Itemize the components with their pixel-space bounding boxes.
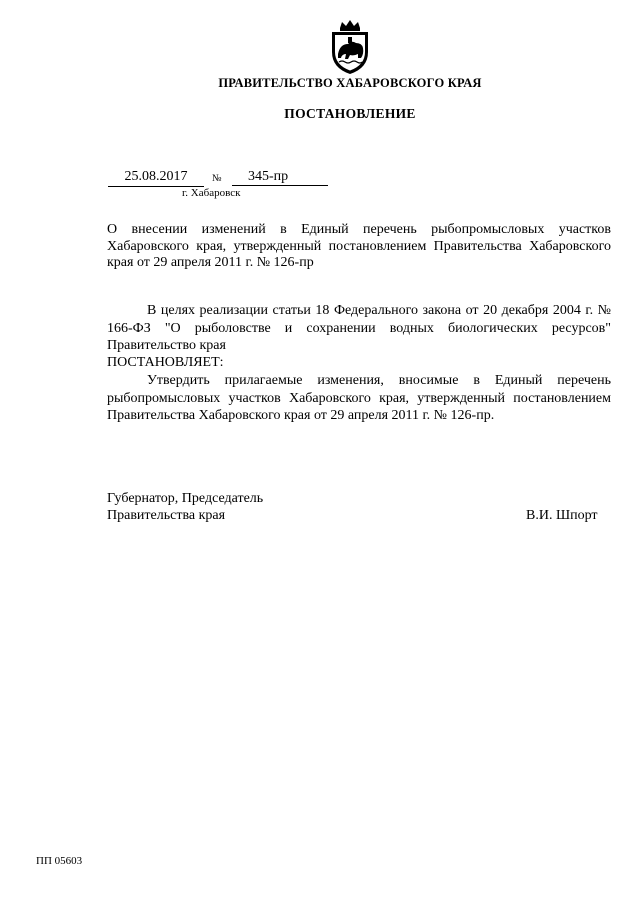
document-subject: О внесении изменений в Единый перечень рыбопромысловых участков Хабаровского края, утвержденный постановлением Правительства Хабаровского края от 29 апреля 2011 г. № 126-пр — [107, 222, 611, 270]
decree-keyword: ПОСТАНОВЛЯЕТ: — [107, 355, 224, 370]
number-sign: № — [212, 173, 222, 184]
document-type-title: ПОСТАНОВЛЕНИЕ — [284, 106, 416, 121]
government-title: ПРАВИТЕЛЬСТВО ХАБАРОВСКОГО КРАЯ — [218, 76, 482, 90]
decree-paragraph: Утвердить прилагаемые изменения, вносимые в Единый перечень рыбопромысловых участков Хабаровского края, утвержденный постановлением Правительства Хабаровского края от 29 апреля 2011 г. № 126-пр. — [107, 373, 611, 423]
signer-name: В.И. Шпорт — [526, 508, 598, 523]
preamble-paragraph: В целях реализации статьи 18 Федерального закона от 20 декабря 2004 г. № 166-ФЗ "О рыболовстве и сохранении водных биологических ресурсов" Правительство края — [107, 303, 611, 353]
signer-title — [107, 490, 263, 524]
document-number: 345-пр — [232, 168, 328, 186]
signer-title-line-2: Правительства края — [107, 508, 226, 523]
footer-code: ПП 05603 — [36, 855, 83, 867]
coat-of-arms-icon — [328, 18, 372, 76]
signer-title-line-1: Губернатор, Председатель — [107, 491, 264, 506]
document-city: г. Хабаровск — [182, 187, 241, 199]
document-date: 25.08.2017 — [108, 168, 204, 187]
